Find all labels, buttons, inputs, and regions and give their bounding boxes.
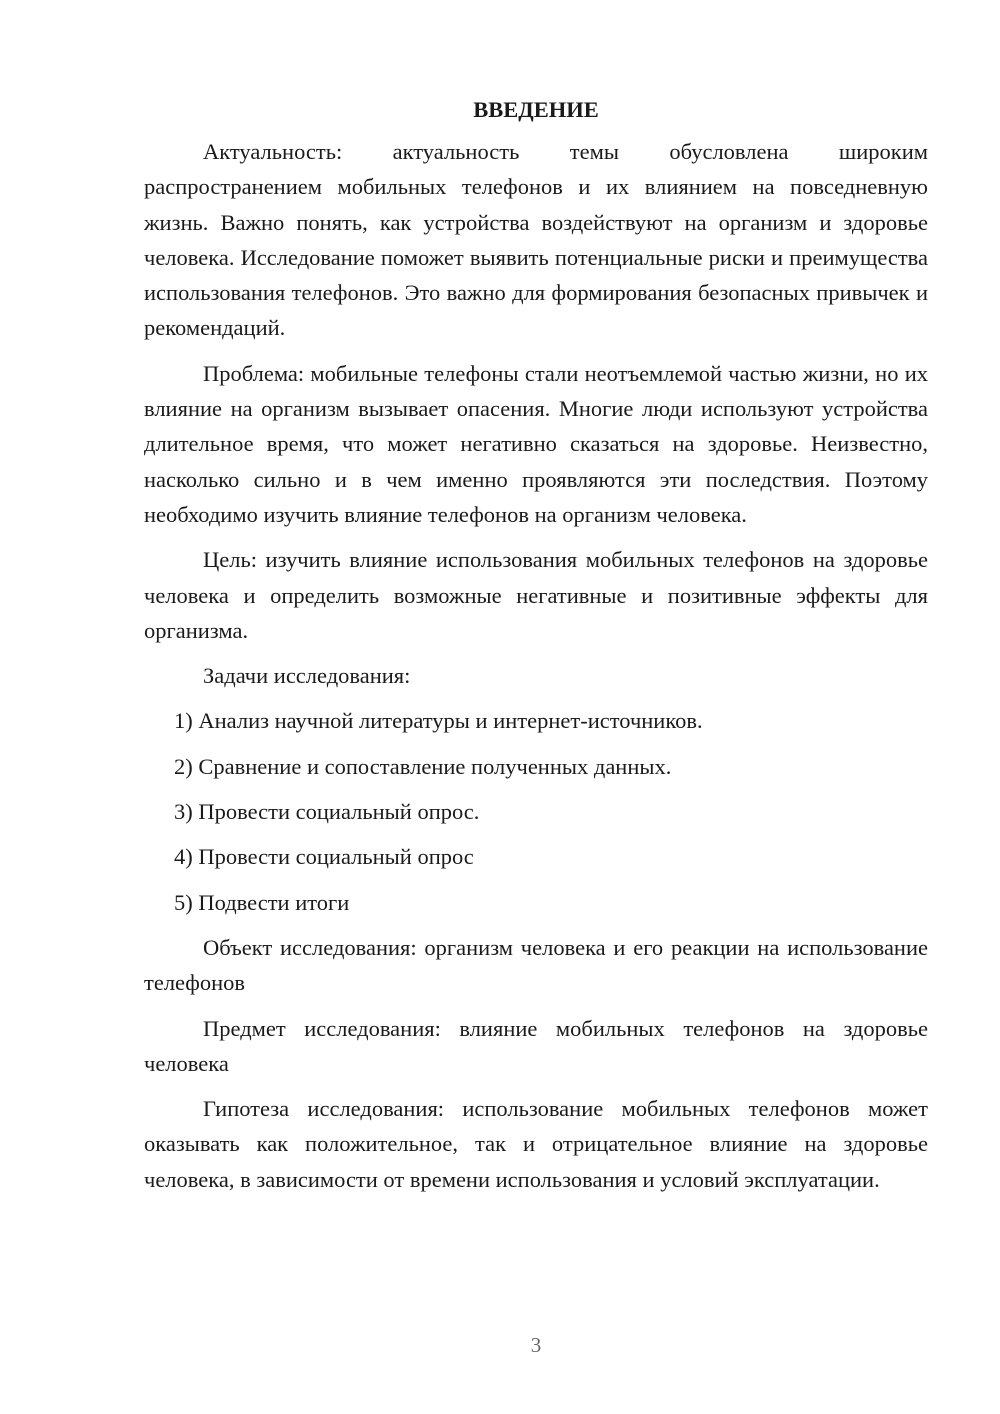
goal-paragraph: Цель: изучить влияние использования мобильных телефонов на здоровье человека и определить возможные негативные и позитивные эффекты для организма. xyxy=(144,547,928,643)
object-paragraph: Объект исследования: организм человека и его реакции на использование телефонов xyxy=(144,934,928,996)
list-item: 1) Анализ научной литературы и интернет-источников. xyxy=(174,708,703,734)
document-page xyxy=(144,96,928,1207)
page-number: 3 xyxy=(530,1333,542,1357)
subject-paragraph: Предмет исследования: влияние мобильных телефонов на здоровье человека xyxy=(144,1015,928,1076)
section-title: ВВЕДЕНИЕ xyxy=(473,97,599,122)
problem-paragraph: Проблема: мобильные телефоны стали неотъемлемой частью жизни, но их влияние на организм вызывает опасения. Многие люди используют устройства длительное время, что может негативно сказаться на здоровье. Неизвестно, насколько сильно и в чем именно проявляются эти последствия. Поэтому необходимо изучить влияние телефонов на организм человека. xyxy=(144,360,928,527)
tasks-heading: Задачи исследования: xyxy=(203,663,411,689)
list-item: 5) Подвести итоги xyxy=(174,889,350,915)
list-item: 3) Провести социальный опрос. xyxy=(174,799,480,825)
list-item: 2) Сравнение и сопоставление полученных данных. xyxy=(174,753,672,779)
hypothesis-paragraph: Гипотеза исследования: использование мобильных телефонов может оказывать как положительное, так и отрицательное влияние на здоровье человека, в зависимости от времени использования и условий эксплуатации. xyxy=(144,1096,928,1192)
list-item: 4) Провести социальный опрос xyxy=(174,844,474,870)
tasks-list xyxy=(144,703,928,919)
relevance-paragraph: Актуальность: актуальность темы обусловлена широким распространением мобильных телефонов и их влиянием на повседневную жизнь. Важно понять, как устройства воздействуют на организм и здоровье человека. Исследование поможет выявить потенциальные риски и преимущества использования телефонов. Это важно для формирования безопасных привычек и рекомендаций. xyxy=(144,139,928,341)
